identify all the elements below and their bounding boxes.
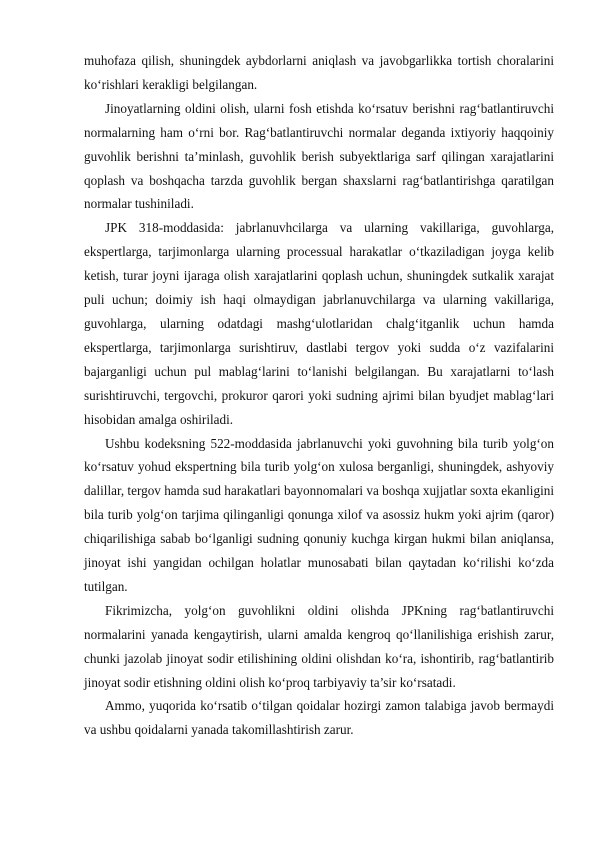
paragraph-jpk-318: JPK 318-moddasida: jabrlanuvhcilarga va ularning vakillariga, guvohlarga, ekspertlarga, tarjimonlarga ularning processual harakatlar o‘tkaziladigan joyga kelib ketish, turar joyni ijaraga olish xarajatlarini qoplash uchun, shuningdek sutkalik xarajat puli uchun; doimiy ish haqi olmaydigan jabrlanuvchilarga va ularning vakillariga, guvohlarga, ularning odatdagi mashg‘ulotlaridan chalg‘itganlik uchun hamda ekspertlarga, tarjimonlarga surishtiruv, dastlabi tergov yoki sudda o‘z vazifalarini bajarganligi uchun pul mablag‘larini to‘lanishi belgilangan. Bu xarajatlarni to‘lash surishtiruvchi, tergovchi, prokuror qarori yoki sudning ajrimi bilan byudjet mablag‘lari hisobidan amalga oshiriladi. <box>84 220 554 427</box>
paragraph-opinion: Fikrimizcha, yolg‘on guvohlikni oldini olishda JPKning rag‘batlantiruvchi normalarini yanada kengaytirish, ularni amalda kengroq qo‘llanilishiga erishish zarur, chunki jazolab jinoyat sodir etilishining oldini olishdan ko‘ra, ishontirib, rag‘batlantirib jinoyat sodir etishning oldini olish ko‘proq tarbiyaviy ta’sir ko‘rsatadi. <box>84 602 554 690</box>
paragraph-code-522: Ushbu kodeksning 522-moddasida jabrlanuvchi yoki guvohning bila turib yolg‘on ko‘rsatuv yohud ekspertning bila turib yolg‘on xulosa berganligi, shuningdek, ashyoviy dalillar, tergov hamda sud harakatlari bayonnomalari va boshqa xujjatlar soxta ekanligini bila turib yolg‘on tarjima qilinganligi qonunga xilof va asossiz hukm yoki ajrim (qaror) chiqarilishiga sabab bo‘lganligi sudning qonuniy kuchga kirgan hukmi bilan aniqlansa, jinoyat ishi yangidan ochilgan holatlar munosabati bilan qaytadan ko‘rilishi ko‘zda tutilgan. <box>84 435 554 594</box>
paragraph-conclusion: Ammo, yuqorida ko‘rsatib o‘tilgan qoidalar hozirgi zamon talabiga javob bermaydi va ushbu qoidalarni yanada takomillashtirish zarur. <box>84 698 554 738</box>
paragraph-continuation: muhofaza qilish, shuningdek aybdorlarni aniqlash va javobgarlikka tortish choralarini ko‘rishlari kerakligi belgilangan. <box>84 53 554 92</box>
paragraph-incentive-norms: Jinoyatlarning oldini olish, ularni fosh etishda ko‘rsatuv berishni rag‘batlantiruvchi normalarning ham o‘rni bor. Rag‘batlantiruvchi normalar deganda ixtiyoriy haqqoiniy guvohlik berishni ta’minlash, guvohlik berish subyektlariga sarf qilingan xarajatlarini qoplash va boshqacha tarzda guvohlik bergan shaxslarni rag‘batlantirishga qaratilgan normalar tushiniladi. <box>84 100 554 212</box>
document-page <box>84 49 554 742</box>
